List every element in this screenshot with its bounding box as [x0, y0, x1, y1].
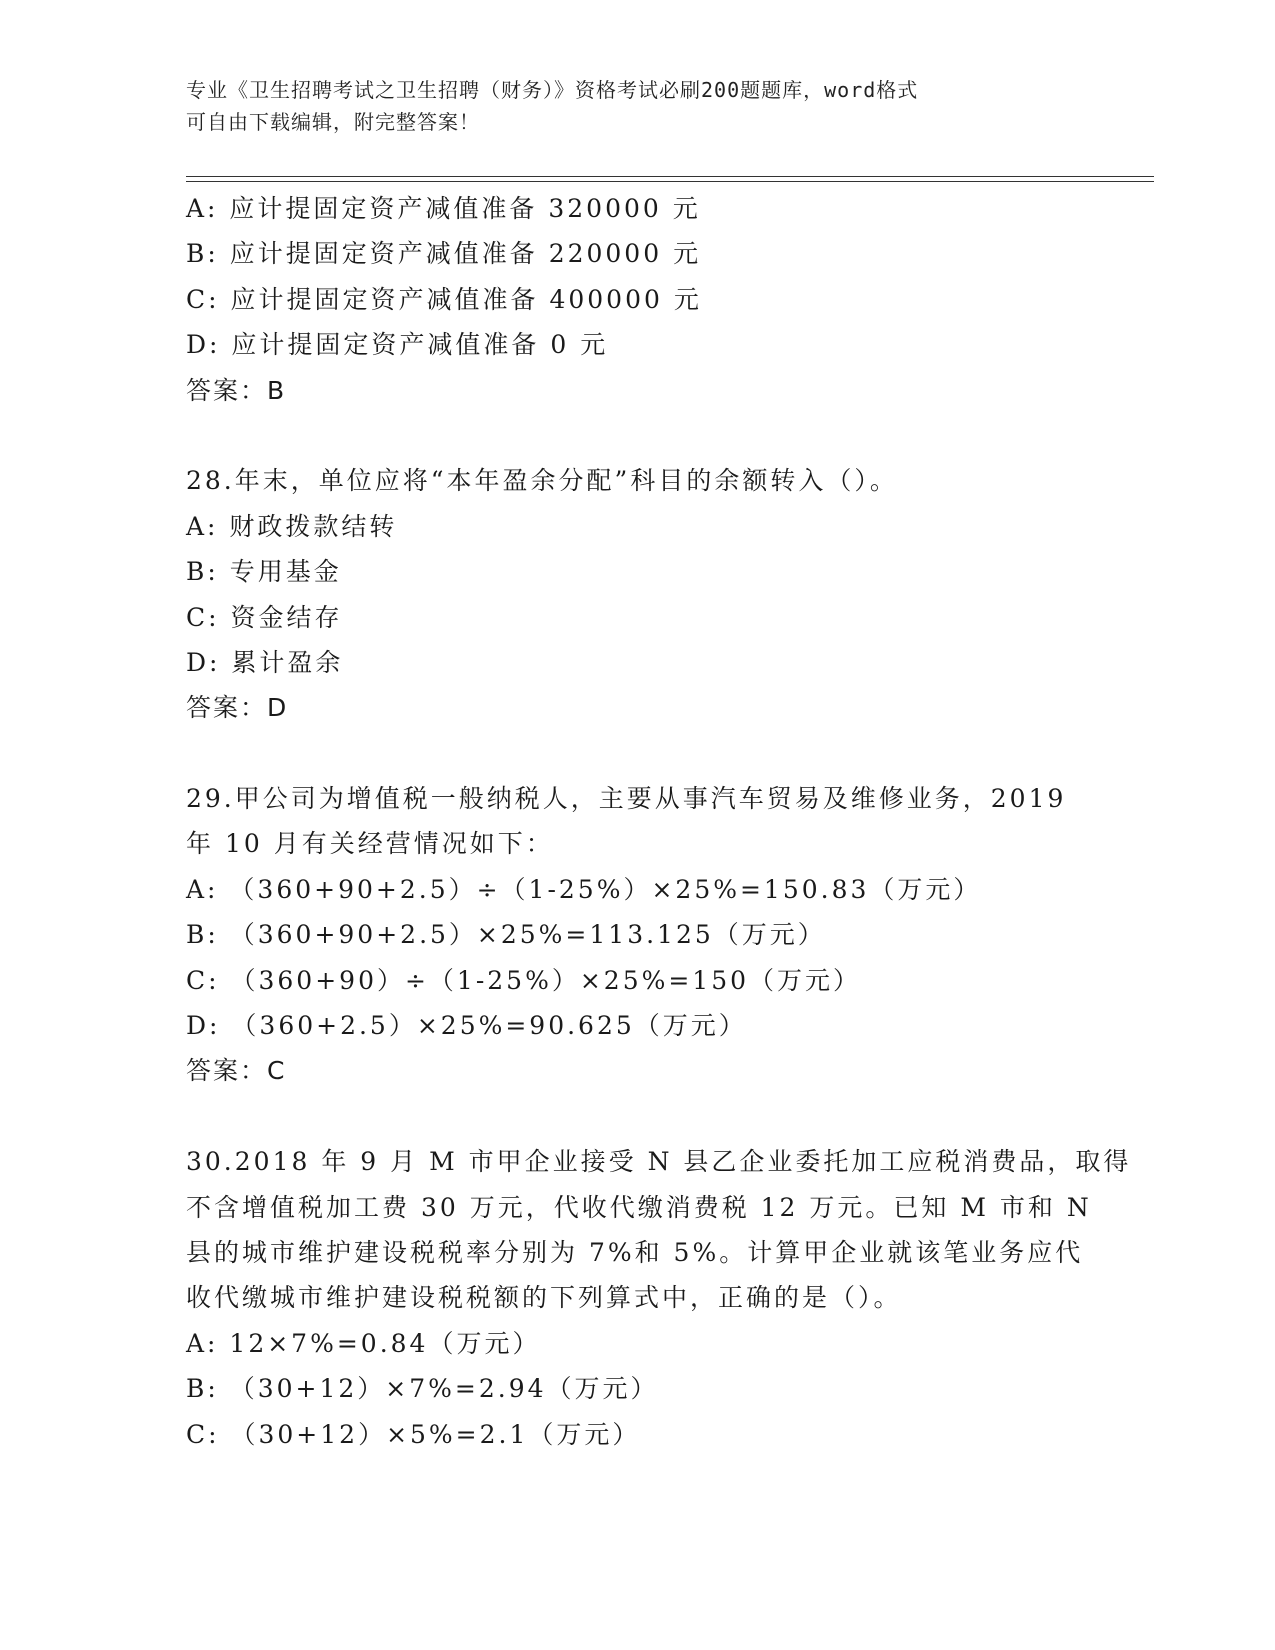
option-d: D: （360+2.5）×25%=90.625（万元） — [186, 1011, 747, 1041]
header-line-2: 可自由下载编辑，附完整答案！ — [186, 110, 480, 134]
option-d: D: 应计提固定资产减值准备 0 元 — [186, 330, 609, 360]
option-b: B: （30+12）×7%=2.94（万元） — [186, 1374, 659, 1404]
option-c: C: （30+12）×5%=2.1（万元） — [186, 1419, 641, 1449]
question-stem: 29.甲公司为增值税一般纳税人，主要从事汽车贸易及维修业务，2019 — [186, 784, 1067, 814]
answer: 答案：D — [186, 693, 289, 723]
header-line-1: 专业《卫生招聘考试之卫生招聘（财务）》资格考试必刷200题题库，word格式 — [186, 78, 919, 102]
option-c: C: 资金结存 — [186, 602, 343, 632]
question-list — [186, 186, 1132, 1457]
document-header — [186, 74, 1066, 138]
option-c: C: （360+90）÷（1-25%）×25%=150（万元） — [186, 965, 862, 995]
question-28 — [186, 458, 1086, 730]
question-stem: 30.2018 年 9 月 M 市甲企业接受 N 县乙企业委托加工应税消费品，取得 — [186, 1147, 1132, 1177]
question-stem: 不含增值税加工费 30 万元，代收代缴消费税 12 万元。已知 M 市和 N — [186, 1192, 1092, 1222]
answer: 答案：B — [186, 375, 287, 405]
answer: 答案：C — [186, 1056, 287, 1086]
option-a: A: 应计提固定资产减值准备 320000 元 — [186, 194, 701, 223]
question-stem: 28.年末，单位应将“本年盈余分配”科目的余额转入（）。 — [186, 466, 898, 496]
spacer — [186, 413, 1086, 458]
option-b: B: 应计提固定资产减值准备 220000 元 — [186, 239, 702, 269]
question-30 — [186, 1139, 1132, 1457]
header-divider-bottom — [186, 181, 1154, 182]
option-a: A: （360+90+2.5）÷（1-25%）×25%=150.83（万元） — [186, 874, 982, 904]
question-stem: 年 10 月有关经营情况如下： — [186, 829, 554, 859]
question-stem: 县的城市维护建设税税率分别为 7%和 5%。计算甲企业就该笔业务应代 — [186, 1237, 1084, 1267]
option-b: B: 专用基金 — [186, 557, 342, 587]
question-27 — [186, 186, 1086, 413]
question-29 — [186, 776, 1086, 1094]
option-b: B: （360+90+2.5）×25%=113.125（万元） — [186, 920, 826, 950]
option-d: D: 累计盈余 — [186, 647, 344, 677]
spacer — [186, 1094, 1086, 1139]
option-a: A: 财政拨款结转 — [186, 511, 398, 541]
option-a: A: 12×7%=0.84（万元） — [186, 1328, 541, 1358]
option-c: C: 应计提固定资产减值准备 400000 元 — [186, 284, 702, 314]
question-stem: 收代缴城市维护建设税税额的下列算式中，正确的是（）。 — [186, 1283, 902, 1313]
header-divider-top — [186, 176, 1154, 177]
spacer — [186, 731, 1086, 776]
